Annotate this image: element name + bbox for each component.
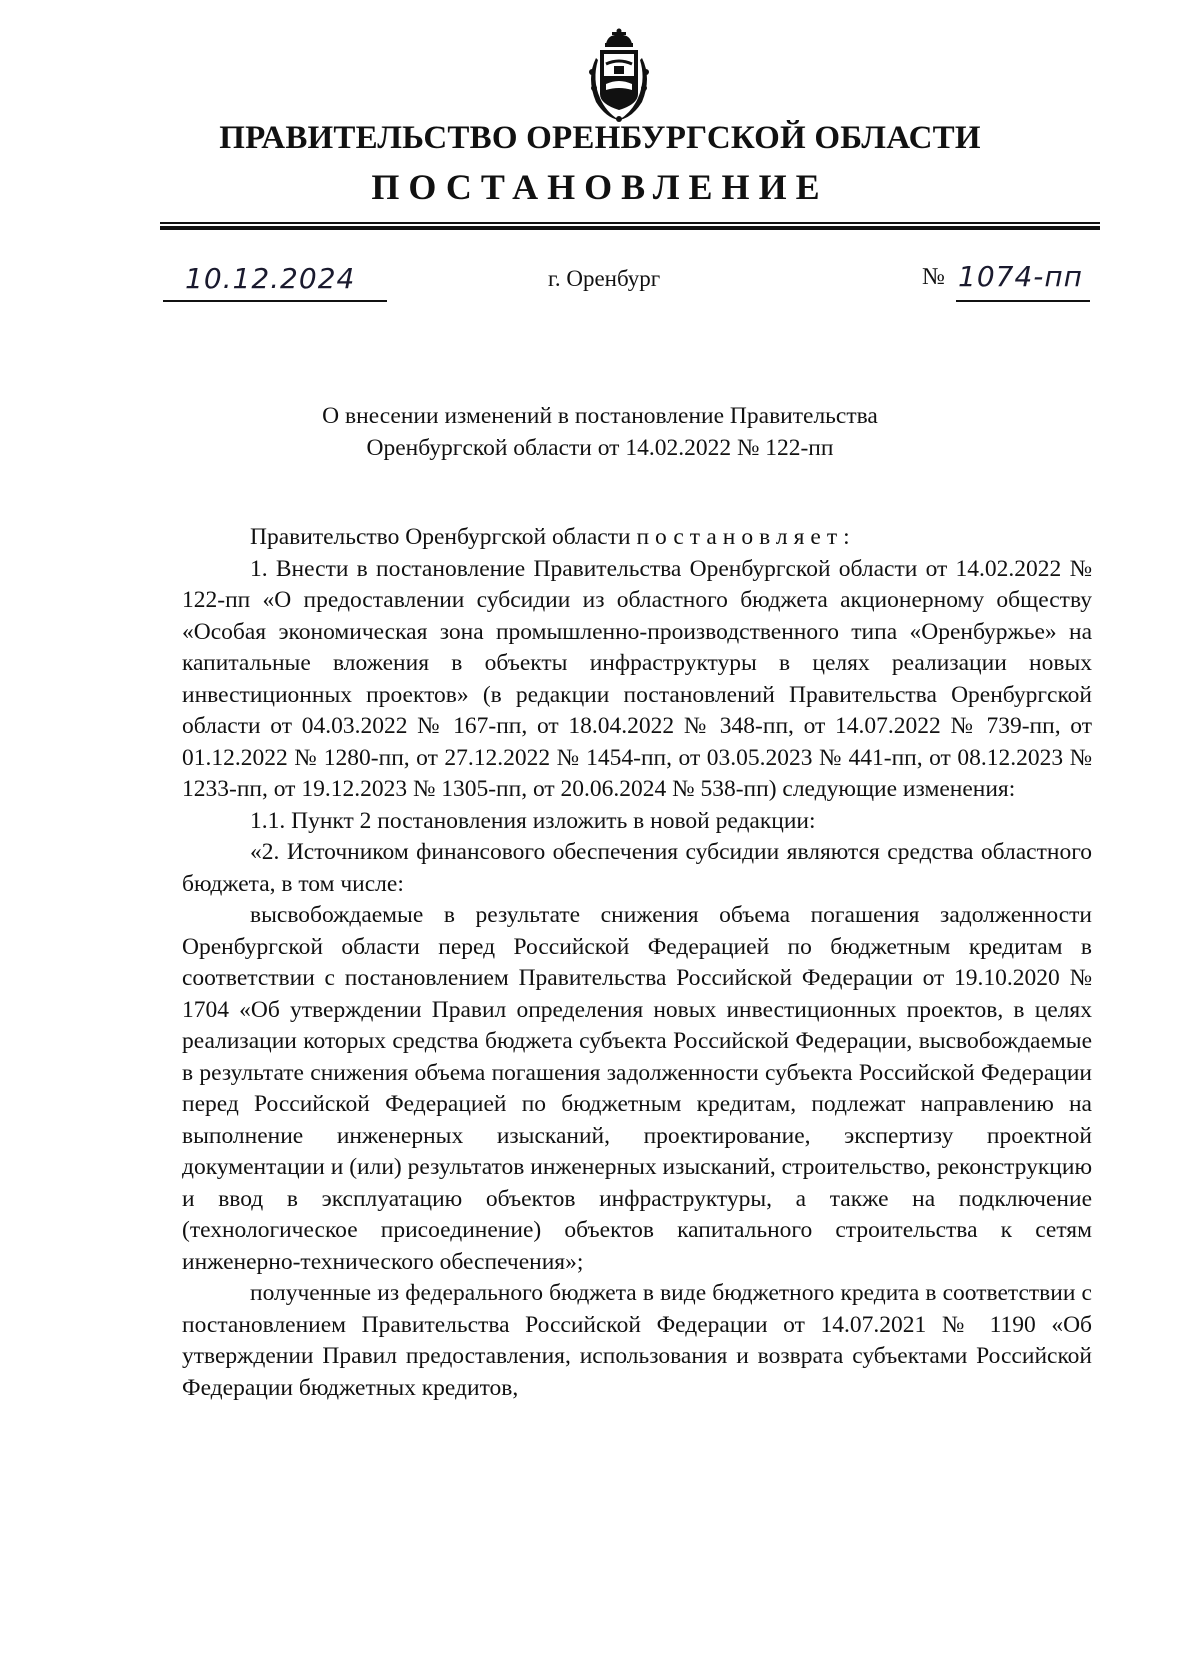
- subject-line-2: Оренбургской области от 14.02.2022 № 122-пп: [366, 435, 834, 461]
- decree-title: ПОСТАНОВЛЕНИЕ: [371, 167, 829, 207]
- decree-number: 1074-пп: [958, 260, 1083, 293]
- header-rule-thick: [160, 226, 1100, 230]
- paragraph-quote-2: «2. Источником финансового обеспечения субсидии являются средства областного бюджета, в том числе:: [182, 839, 1092, 897]
- decree-city: г. Оренбург: [548, 266, 661, 291]
- decree-subject: [0, 400, 1200, 464]
- paragraph-1-1: 1.1. Пункт 2 постановления изложить в новой редакции:: [250, 807, 816, 834]
- intro-lead: Правительство Оренбургской области: [250, 524, 637, 550]
- paragraph-1: 1. Внести в постановление Правительства Оренбургской области от 14.02.2022 № 122-пп «О предоставлении субсидии из областного бюджета акционерному обществу «Особая экономическая зона промышленно-производственного типа «Оренбуржье» на капитальные вложения в объекты инфраструктуры в целях реализации новых инвестиционных проектов» (в редакции постановлений Правительства Оренбургской области от 04.03.2022 № 167-пп, от 18.04.2022 № 348-пп, от 14.07.2022 № 739-пп, от 01.12.2022 № 1280-пп, от 27.12.2022 № 1454-пп, от 03.05.2023 № 441-пп, от 08.12.2023 № 1233-пп, от 19.12.2023 № 1305-пп, от 20.06.2024 № 538-пп) следующие изменения:: [182, 555, 1092, 802]
- subject-line-1: О внесении изменений в постановление Правительства: [322, 403, 878, 429]
- paragraph-released-funds: высвобождаемые в результате снижения объема погашения задолженности Оренбургской области перед Российской Федерацией по бюджетным кредитам в соответствии с постановлением Правительства Российской Федерации от 19.10.2020 № 1704 «Об утверждении Правил определения новых инвестиционных проектов, в целях реализации которых средства бюджета субъекта Российской Федерации, высвобождаемые в результате снижения объема погашения задолженности субъекта Российской Федерации перед Российской Федерацией по бюджетным кредитам, подлежат направлению на выполнение инженерных изысканий, проектирование, экспертизу проектной документации и (или) результатов инженерных изысканий, строительство, реконструкцию и ввод в эксплуатацию объектов инфраструктуры, а также на подключение (технологическое присоединение) объектов капитального строительства к сетям инженерно-технического обеспечения»;: [182, 902, 1092, 1275]
- government-title: ПРАВИТЕЛЬСТВО ОРЕНБУРГСКОЙ ОБЛАСТИ: [219, 120, 981, 156]
- decree-date: 10.12.2024: [185, 262, 356, 295]
- number-underline: [956, 300, 1090, 302]
- paragraph-federal-funds: полученные из федерального бюджета в виде бюджетного кредита в соответствии с постановлением Правительства Российской Федерации от 14.07.2021 № 1190 «Об утверждении Правил предоставления, использования и возврата субъектами Российской Федерации бюджетных кредитов,: [182, 1280, 1092, 1401]
- decree-body: [182, 522, 1092, 1404]
- intro-verb: постановляет:: [636, 524, 856, 550]
- header-rule-thin: [160, 222, 1100, 224]
- coat-of-arms-emblem: [582, 28, 656, 124]
- number-label: №: [922, 264, 945, 290]
- date-underline: [163, 300, 387, 302]
- intro-paragraph: [182, 522, 1092, 554]
